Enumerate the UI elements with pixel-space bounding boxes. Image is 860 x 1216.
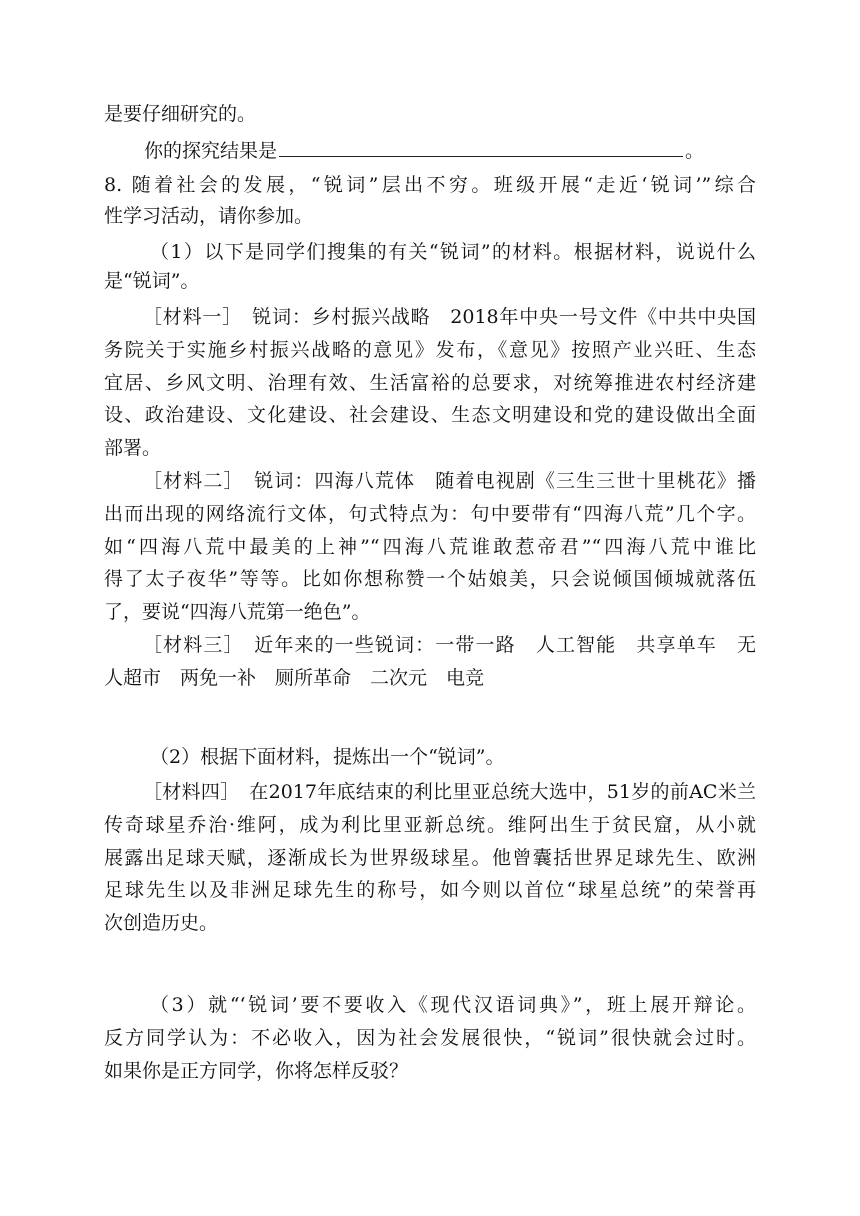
- text-line: 设、政治建设、文化建设、社会建设、生态文明建设和党的建设做出全面: [104, 404, 756, 426]
- text-line: 次创造历史。: [104, 912, 219, 934]
- material-2: ［材料二］ 锐词：四海八荒体 随着电视剧《三生三世十里桃花》播: [143, 470, 756, 492]
- material-4: ［材料四］ 在2017年底结束的利比里亚总统大选中，51岁的前AC米兰: [143, 781, 756, 803]
- text-line: 足球先生以及非洲足球先生的称号，如今则以首位“球星总统”的荣誉再: [104, 879, 756, 901]
- text-line: 务院关于实施乡村振兴战略的意见》发布，《意见》按照产业兴旺、生态: [104, 339, 756, 361]
- question-8-heading: 8. 随着社会的发展，“锐词”层出不穷。班级开展“走近‘锐词’”综合: [104, 174, 756, 196]
- text-line: 宜居、乡风文明、治理有效、生活富裕的总要求，对统筹推进农村经济建: [104, 372, 756, 394]
- text-line: 是要仔细研究的。: [104, 103, 257, 125]
- text-line: 了，要说“四海八荒第一绝色”。: [104, 601, 371, 623]
- text-line: 得了太子夜华”等等。比如你想称赞一个姑娘美，只会说倾国倾城就落伍: [104, 568, 756, 590]
- material-3: ［材料三］ 近年来的一些锐词：一带一路 人工智能 共享单车 无: [143, 634, 756, 656]
- text-line: 如果你是正方同学，你将怎样反驳？: [104, 1060, 409, 1082]
- text-line: 人超市 两免一补 厕所革命 二次元 电竞: [104, 667, 485, 689]
- material-1: ［材料一］ 锐词：乡村振兴战略 2018年中央一号文件《中共中央国: [143, 306, 756, 328]
- answer-blank[interactable]: [279, 137, 683, 157]
- text-line: 传奇球星乔治·维阿，成为利比里亚新总统。维阿出生于贫民窟，从小就: [104, 814, 756, 836]
- subquestion-3: （3）就“‘锐词’要不要收入《现代汉语词典》”，班上展开辩论。: [150, 994, 756, 1016]
- text-line: 出而出现的网络流行文体，句式特点为：句中要带有“四海八荒”几个字。: [104, 503, 756, 525]
- text-line: 性学习活动，请你参加。: [104, 205, 314, 227]
- subquestion-1: （1）以下是同学们搜集的有关“锐词”的材料。根据材料，说说什么: [150, 241, 756, 263]
- text-line: 是“锐词”。: [104, 270, 200, 292]
- text-line: 展露出足球天赋，逐渐成长为世界级球星。他曾囊括世界足球先生、欧洲: [104, 847, 756, 869]
- answer-prompt-line: [144, 137, 704, 163]
- answer-prompt-label: 你的探究结果是: [144, 140, 278, 162]
- answer-prompt-suffix: 。: [685, 140, 705, 162]
- subquestion-2: （2）根据下面材料，提炼出一个“锐词”。: [150, 746, 505, 768]
- text-line: 如“四海八荒中最美的上神”“四海八荒谁敢惹帝君”“四海八荒中谁比: [104, 536, 756, 558]
- text-line: 反方同学认为：不必收入，因为社会发展很快，“锐词”很快就会过时。: [104, 1027, 756, 1049]
- text-line: 部署。: [104, 437, 162, 459]
